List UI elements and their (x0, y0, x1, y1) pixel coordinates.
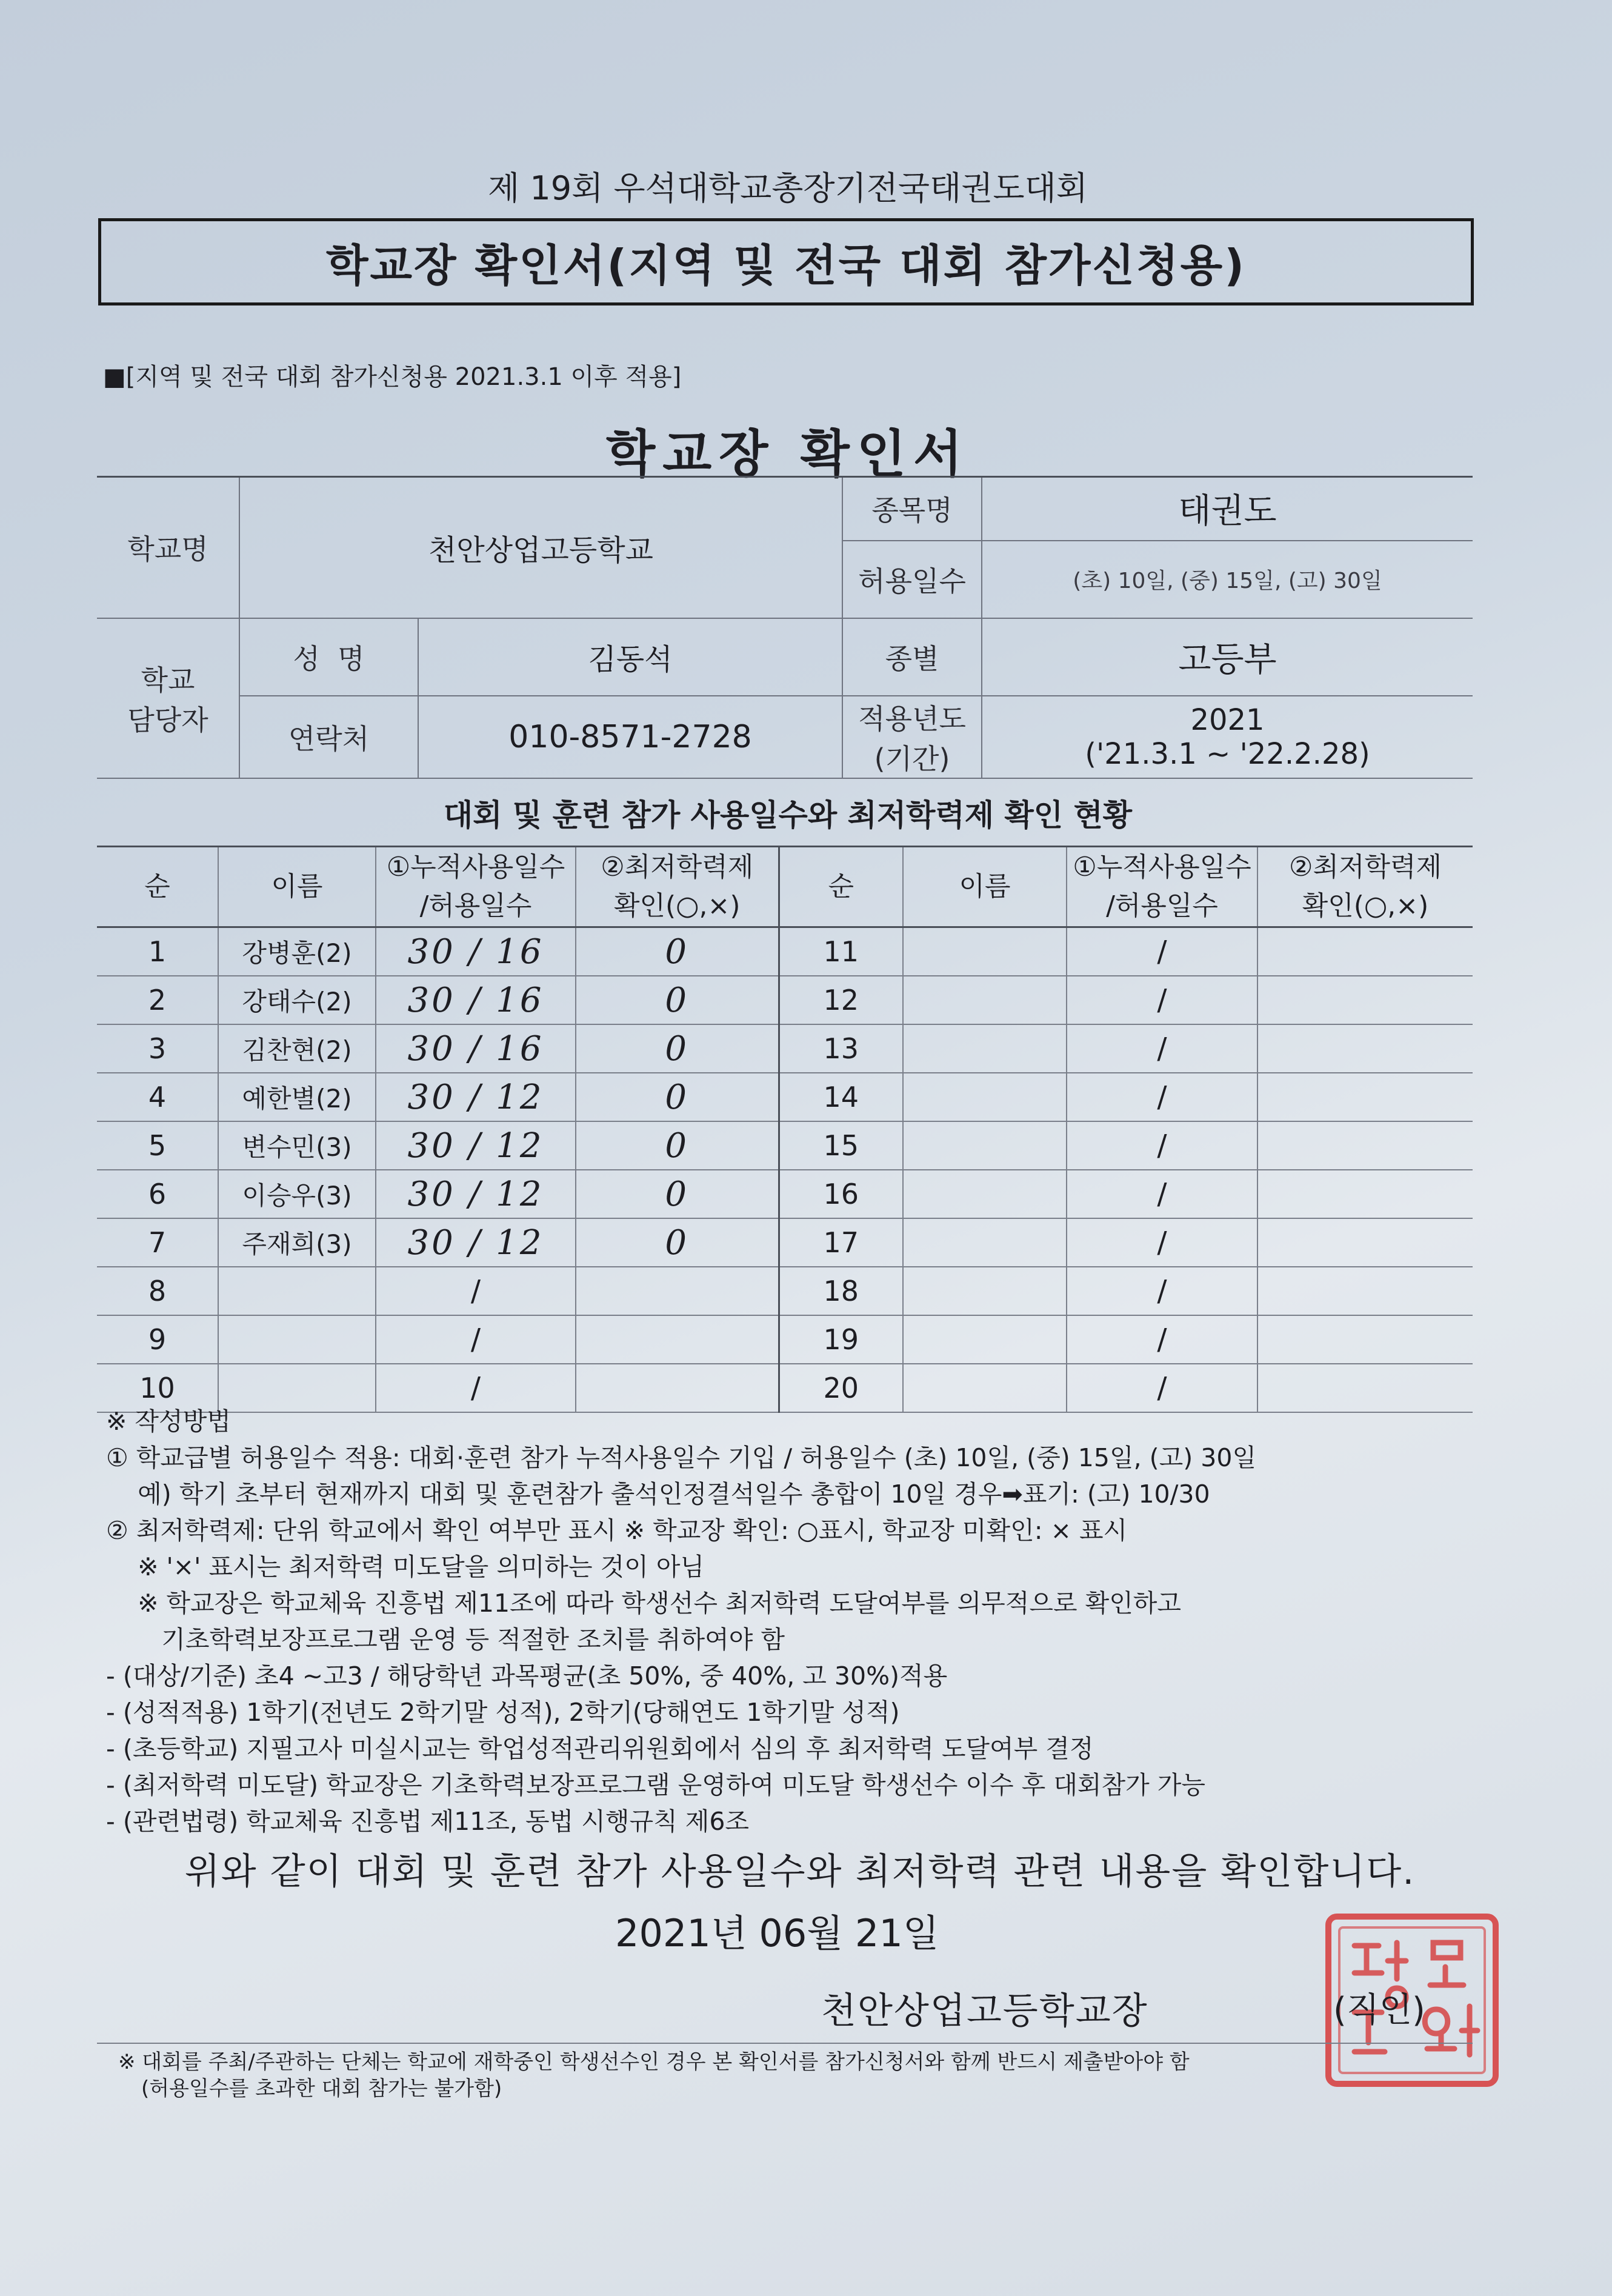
year-label (842, 696, 982, 778)
minimum-grade-check (1257, 1170, 1473, 1218)
apply-note: ■[지역 및 전국 대회 참가신청용 2021.3.1 이후 적용] (103, 363, 682, 391)
row-number: 17 (779, 1218, 903, 1267)
days-used: / (376, 1364, 576, 1412)
col-check-right (1257, 847, 1473, 927)
participation-table (97, 846, 1473, 1413)
days-used: 30 / 12 (376, 1073, 576, 1121)
table-row (97, 1315, 1473, 1364)
minimum-grade-check: 0 (576, 976, 779, 1024)
minimum-grade-check: 0 (576, 1218, 779, 1267)
table-row (97, 1170, 1473, 1218)
confirm-statement: 위와 같이 대회 및 훈련 참가 사용일수와 최저학력 관련 내용을 확인합니다. (184, 1850, 1416, 1893)
table-row (97, 1024, 1473, 1073)
sport-label: 종목명 (842, 477, 982, 541)
manager-name: 김동석 (418, 618, 842, 696)
table-row (97, 1267, 1473, 1315)
category-label: 종별 (842, 618, 982, 696)
contact-value: 010-8571-2728 (418, 696, 842, 778)
row-number: 12 (779, 976, 903, 1024)
student-name (218, 1267, 376, 1315)
col-no-left: 순 (97, 847, 218, 927)
student-name (903, 1073, 1067, 1121)
student-name (903, 1170, 1067, 1218)
student-name (903, 1024, 1067, 1073)
note-line: - (초등학교) 지필고사 미실시교는 학업성적관리위원회에서 심의 후 최저학력 도달여부 결정 (106, 1734, 1094, 1763)
participation-table-body (97, 927, 1473, 1413)
student-name: 예한별(2) (218, 1073, 376, 1121)
note-line: - (최저학력 미도달) 학교장은 기초학력보장프로그램 운영하여 미도달 학생선수 이수 후 대회참가 가능 (106, 1770, 1205, 1800)
days-used: / (1067, 1364, 1257, 1412)
note-line: ② 최저학력제: 단위 학교에서 확인 여부만 표시 ※ 학교장 확인: ○표시, 학교장 미확인: × 표시 (106, 1516, 1128, 1545)
school-label: 학교명 (97, 477, 239, 618)
minimum-grade-check (1257, 927, 1473, 976)
info-table (97, 476, 1473, 779)
note-line: - (대상/기준) 초4 ~고3 / 해당학년 과목평균(초 50%, 중 40%, 고 30%)적용 (106, 1661, 948, 1690)
row-number: 7 (97, 1218, 218, 1267)
col-days-left (376, 847, 576, 927)
student-name: 변수민(3) (218, 1121, 376, 1170)
minimum-grade-check (1257, 1218, 1473, 1267)
table-row (97, 976, 1473, 1024)
box-title-text: 학교장 확인서(지역 및 전국 대회 참가신청용) (325, 240, 1247, 291)
seal-label: (직인) (1333, 1991, 1425, 2030)
student-name (218, 1315, 376, 1364)
manager-label-line2: 담당자 (127, 703, 208, 736)
student-name (903, 1267, 1067, 1315)
days-used: / (1067, 1121, 1257, 1170)
doc-title: 학교장 확인서 (605, 424, 970, 484)
year-value: 2021 (1190, 702, 1265, 737)
allowed-value: (초) 10일, (중) 15일, (고) 30일 (982, 541, 1473, 618)
row-number: 4 (97, 1073, 218, 1121)
days-used: 30 / 12 (376, 1218, 576, 1267)
col-days-left-line1: ①누적사용일수 (386, 852, 565, 883)
col-days-left-line2: /허용일수 (419, 890, 532, 921)
school-name: 천안상업고등학교 (239, 477, 842, 618)
minimum-grade-check: 0 (576, 1170, 779, 1218)
minimum-grade-check (576, 1315, 779, 1364)
student-name: 김찬현(2) (218, 1024, 376, 1073)
issue-date: 2021년 06월 21일 (615, 1911, 939, 1955)
section-title: 대회 및 훈련 참가 사용일수와 최저학력제 확인 현황 (443, 798, 1133, 833)
manager-label-line1: 학교 (141, 663, 195, 696)
box-title (98, 218, 1474, 305)
note-line: ① 학교급별 허용일수 적용: 대회·훈련 참가 누적사용일수 기입 / 허용일수 (초) 10일, (중) 15일, (고) 30일 (106, 1443, 1257, 1472)
col-check-right-line2: 확인(○,×) (1302, 890, 1429, 921)
days-used: / (376, 1315, 576, 1364)
note-line: ※ '×' 표시는 최저학력 미도달을 의미하는 것이 아님 (106, 1552, 705, 1581)
period-value: ('21.3.1 ~ '22.2.28) (1085, 736, 1370, 771)
minimum-grade-check (1257, 1315, 1473, 1364)
col-days-right-line1: ①누적사용일수 (1073, 852, 1251, 883)
year-label-line1: 적용년도 (858, 702, 966, 735)
days-used: 30 / 16 (376, 1024, 576, 1073)
row-number: 18 (779, 1267, 903, 1315)
minimum-grade-check (1257, 1267, 1473, 1315)
category-value: 고등부 (982, 618, 1473, 696)
row-number: 10 (97, 1364, 218, 1412)
days-used: / (1067, 976, 1257, 1024)
row-number: 3 (97, 1024, 218, 1073)
days-used: / (1067, 1024, 1257, 1073)
student-name (903, 1121, 1067, 1170)
footer-line-2: (허용일수를 초과한 대회 참가는 불가함) (141, 2077, 502, 2101)
row-number: 15 (779, 1121, 903, 1170)
student-name: 주재희(3) (218, 1218, 376, 1267)
note-line: 기초학력보장프로그램 운영 등 적절한 조치를 취하여야 함 (106, 1625, 785, 1654)
days-used: 30 / 16 (376, 976, 576, 1024)
table-row (97, 1218, 1473, 1267)
row-number: 16 (779, 1170, 903, 1218)
row-number: 2 (97, 976, 218, 1024)
days-used: / (1067, 1170, 1257, 1218)
days-used: / (1067, 1267, 1257, 1315)
days-used: 30 / 16 (376, 927, 576, 976)
manager-label (97, 618, 239, 778)
days-used: / (1067, 1073, 1257, 1121)
footer-line-1: ※ 대회를 주최/주관하는 단체는 학교에 재학중인 학생선수인 경우 본 확인서를 참가신청서와 함께 반드시 제출받아야 함 (118, 2050, 1190, 2074)
days-used: 30 / 12 (376, 1121, 576, 1170)
table-row (97, 1121, 1473, 1170)
name-label: 성 명 (239, 618, 418, 696)
row-number: 20 (779, 1364, 903, 1412)
note-line: - (성적적용) 1학기(전년도 2학기말 성적), 2학기(당해연도 1학기말 성적) (106, 1698, 900, 1727)
footer-note (118, 2049, 1512, 2102)
minimum-grade-check (576, 1267, 779, 1315)
row-number: 14 (779, 1073, 903, 1121)
col-days-right (1067, 847, 1257, 927)
year-cell (982, 696, 1473, 778)
year-label-line2: (기간) (874, 742, 950, 775)
sport-value: 태권도 (982, 477, 1473, 541)
days-used: / (1067, 927, 1257, 976)
note-line: ※ 학교장은 학교체육 진흥법 제11조에 따라 학생선수 최저학력 도달여부를 의무적으로 확인하고 (106, 1589, 1182, 1618)
minimum-grade-check (1257, 1024, 1473, 1073)
student-name: 강병훈(2) (218, 927, 376, 976)
student-name: 이승우(3) (218, 1170, 376, 1218)
row-number: 6 (97, 1170, 218, 1218)
col-check-right-line1: ②최저학력제 (1289, 852, 1442, 883)
student-name (903, 976, 1067, 1024)
row-number: 8 (97, 1267, 218, 1315)
row-number: 9 (97, 1315, 218, 1364)
student-name (903, 1315, 1067, 1364)
days-used: / (1067, 1315, 1257, 1364)
days-used: 30 / 12 (376, 1170, 576, 1218)
col-days-right-line2: /허용일수 (1106, 890, 1218, 921)
row-number: 5 (97, 1121, 218, 1170)
days-used: / (376, 1267, 576, 1315)
col-check-left-line2: 확인(○,×) (613, 890, 741, 921)
note-line: ※ 작성방법 (106, 1407, 231, 1436)
allowed-label: 허용일수 (842, 541, 982, 618)
table-row (97, 927, 1473, 976)
col-check-left (576, 847, 779, 927)
student-name (903, 927, 1067, 976)
minimum-grade-check (1257, 1073, 1473, 1121)
contest-name: 제 19회 우석대학교총장기전국태권도대회 (488, 169, 1088, 207)
row-number: 1 (97, 927, 218, 976)
minimum-grade-check: 0 (576, 1073, 779, 1121)
contact-label: 연락처 (239, 696, 418, 778)
row-number: 13 (779, 1024, 903, 1073)
days-used: / (1067, 1218, 1257, 1267)
table-row (97, 1073, 1473, 1121)
col-name-left: 이름 (218, 847, 376, 927)
writing-notes (106, 1403, 1500, 1840)
note-line: - (관련법령) 학교체육 진흥법 제11조, 동법 시행규칙 제6조 (106, 1807, 750, 1836)
minimum-grade-check: 0 (576, 927, 779, 976)
minimum-grade-check: 0 (576, 1121, 779, 1170)
col-name-right: 이름 (903, 847, 1067, 927)
minimum-grade-check: 0 (576, 1024, 779, 1073)
footer-divider (97, 2043, 1473, 2044)
principal-name: 천안상업고등학교장 (821, 1990, 1148, 2032)
row-number: 19 (779, 1315, 903, 1364)
col-check-left-line1: ②최저학력제 (601, 852, 754, 883)
student-name (903, 1218, 1067, 1267)
minimum-grade-check (1257, 976, 1473, 1024)
student-name: 강태수(2) (218, 976, 376, 1024)
col-no-right: 순 (779, 847, 903, 927)
note-line: 예) 학기 초부터 현재까지 대회 및 훈련참가 출석인정결석일수 총합이 10일 경우➡표기: (고) 10/30 (106, 1480, 1210, 1509)
row-number: 11 (779, 927, 903, 976)
minimum-grade-check (1257, 1121, 1473, 1170)
